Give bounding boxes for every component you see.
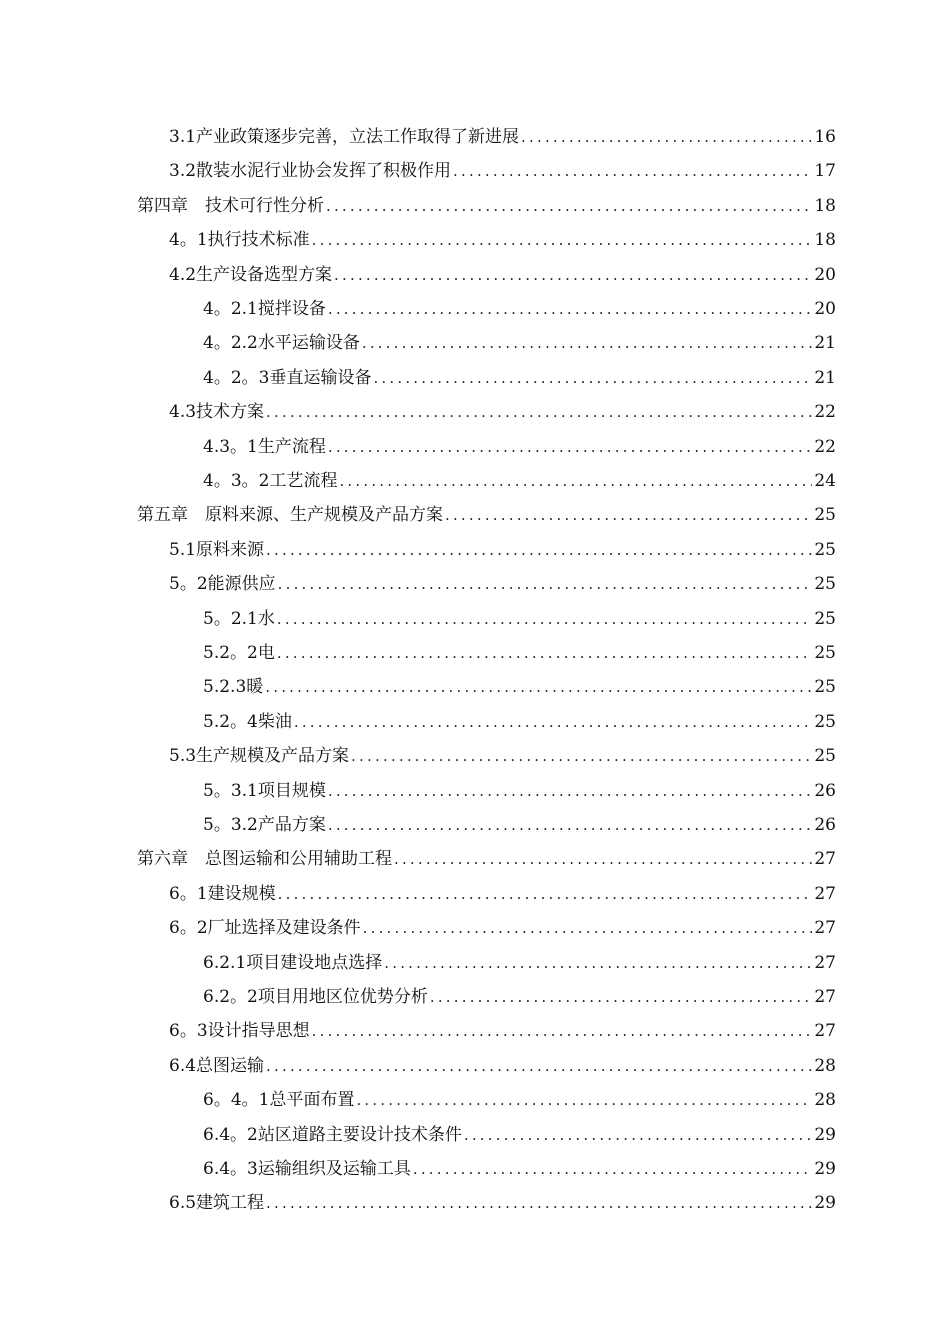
toc-entry-page-number: 28 [814, 1090, 836, 1111]
toc-entry-title: 6.4。3运输组织及运输工具 [203, 1159, 411, 1179]
toc-entry-page-number: 25 [814, 746, 836, 767]
toc-entry-page-number: 16 [814, 127, 836, 147]
toc-entry[interactable] [169, 1050, 836, 1082]
toc-dot-leader [453, 155, 812, 187]
toc-entry[interactable] [169, 534, 836, 566]
toc-entry-title: 5。2.1水 [203, 608, 275, 629]
toc-entry-title: 5.2。4柴油 [203, 711, 292, 732]
toc-dot-leader [328, 293, 812, 325]
toc-entry-page-number: 21 [814, 367, 836, 388]
toc-entry-title: 5.2。2电 [203, 643, 275, 663]
toc-dot-leader [328, 775, 812, 807]
toc-dot-leader [278, 568, 812, 600]
toc-entry[interactable] [203, 1119, 836, 1151]
toc-entry-page-number: 25 [814, 574, 836, 595]
toc-entry[interactable] [203, 465, 836, 497]
toc-entry-title: 第六章 总图运输和公用辅助工程 [137, 849, 392, 870]
toc-dot-leader [312, 224, 812, 256]
toc-entry-page-number: 29 [814, 1193, 836, 1214]
toc-entry-title: 6。1建设规模 [169, 883, 276, 904]
toc-entry-page-number: 27 [814, 918, 836, 939]
toc-dot-leader [277, 603, 812, 635]
toc-entry[interactable] [203, 947, 836, 979]
toc-entry-page-number: 25 [814, 677, 836, 698]
toc-entry-page-number: 25 [814, 643, 836, 663]
toc-entry-title: 第四章 技术可行性分析 [137, 195, 324, 216]
toc-entry-title: 6.4。2站区道路主要设计技术条件 [203, 1124, 462, 1145]
toc-entry-title: 5.2.3暖 [203, 677, 264, 698]
toc-dot-leader [266, 396, 812, 428]
toc-entry[interactable] [203, 362, 836, 394]
toc-dot-leader [356, 1084, 812, 1116]
toc-entry-title: 6.2.1项目建设地点选择 [203, 952, 383, 973]
toc-dot-leader [413, 1153, 812, 1185]
toc-entry[interactable] [203, 637, 836, 669]
toc-entry[interactable] [169, 396, 836, 428]
toc-entry-page-number: 25 [814, 505, 836, 526]
toc-entry-title: 3.1产业政策逐步完善，立法工作取得了新进展 [169, 127, 520, 147]
toc-dot-leader [328, 809, 812, 841]
toc-entry[interactable] [203, 775, 836, 807]
toc-entry-page-number: 27 [814, 952, 836, 973]
toc-entry-title: 6。2厂址选择及建设条件 [169, 918, 361, 939]
toc-entry-title: 6。3设计指导思想 [169, 1021, 310, 1042]
toc-dot-leader [363, 912, 812, 944]
toc-entry[interactable] [169, 1187, 836, 1219]
toc-entry-title: 4。2.2水平运输设备 [203, 333, 360, 354]
toc-dot-leader [266, 1050, 812, 1082]
toc-entry-title: 4。1执行技术标准 [169, 230, 310, 251]
toc-dot-leader [312, 1015, 812, 1047]
toc-dot-leader [384, 947, 812, 979]
toc-entry[interactable] [203, 1084, 836, 1116]
toc-entry[interactable] [169, 224, 836, 256]
toc-entry-page-number: 25 [814, 608, 836, 629]
toc-entry-page-number: 18 [814, 195, 836, 216]
toc-entry[interactable] [203, 327, 836, 359]
toc-entry-title: 5。3.2产品方案 [203, 815, 326, 835]
toc-dot-leader [373, 362, 812, 394]
toc-entry-page-number: 27 [814, 883, 836, 904]
toc-entry-page-number: 22 [814, 436, 836, 457]
toc-entry-page-number: 21 [814, 333, 836, 354]
toc-entry[interactable] [137, 190, 836, 222]
toc-entry[interactable] [137, 843, 836, 875]
toc-dot-leader [266, 1187, 812, 1219]
toc-entry[interactable] [169, 740, 836, 772]
toc-entry-page-number: 26 [814, 780, 836, 801]
toc-entry[interactable] [169, 121, 836, 153]
toc-entry[interactable] [203, 809, 836, 841]
toc-entry-title: 5。3.1项目规模 [203, 780, 326, 801]
toc-dot-leader [277, 637, 812, 669]
toc-entry-page-number: 25 [814, 711, 836, 732]
toc-entry-page-number: 29 [814, 1124, 836, 1145]
toc-entry-title: 5.1原料来源 [169, 539, 265, 560]
toc-dot-leader [362, 327, 812, 359]
toc-dot-leader [464, 1119, 812, 1151]
toc-entry[interactable] [203, 671, 836, 703]
toc-dot-leader [521, 121, 812, 153]
toc-entry-title: 5.3生产规模及产品方案 [169, 746, 350, 767]
toc-entry-title: 第五章 原料来源、生产规模及产品方案 [137, 505, 443, 526]
toc-entry[interactable] [203, 603, 836, 635]
toc-entry-title: 6.5建筑工程 [169, 1193, 265, 1214]
toc-entry-title: 4。2。3垂直运输设备 [203, 367, 372, 388]
toc-entry-page-number: 20 [814, 264, 836, 285]
toc-entry-title: 4.3技术方案 [169, 402, 265, 423]
toc-dot-leader [294, 706, 812, 738]
toc-dot-leader [339, 465, 812, 497]
toc-entry[interactable] [169, 568, 836, 600]
toc-entry[interactable] [169, 155, 836, 187]
toc-entry[interactable] [203, 1153, 836, 1185]
toc-dot-leader [351, 740, 812, 772]
toc-entry-title: 5。2能源供应 [169, 574, 276, 595]
toc-dot-leader [394, 843, 812, 875]
toc-entry-title: 6。4。1总平面布置 [203, 1090, 355, 1111]
toc-entry[interactable] [203, 293, 836, 325]
toc-entry-title: 3.2散装水泥行业协会发挥了积极作用 [169, 161, 452, 182]
toc-entry-page-number: 27 [814, 1021, 836, 1042]
toc-entry[interactable] [203, 706, 836, 738]
toc-dot-leader [334, 259, 812, 291]
toc-dot-leader [445, 499, 812, 531]
toc-entry-page-number: 28 [814, 1055, 836, 1076]
toc-entry-page-number: 25 [814, 539, 836, 560]
toc-entry-title: 4.3。1生产流程 [203, 436, 326, 457]
toc-dot-leader [266, 534, 812, 566]
toc-entry-title: 4。2.1搅拌设备 [203, 299, 326, 319]
toc-entry-title: 4。3。2工艺流程 [203, 471, 338, 491]
toc-entry-title: 6.2。2项目用地区位优势分析 [203, 987, 428, 1007]
toc-entry[interactable] [169, 878, 836, 910]
toc-entry[interactable] [137, 499, 836, 531]
toc-entry-page-number: 27 [814, 987, 836, 1007]
toc-entry-title: 4.2生产设备选型方案 [169, 264, 333, 285]
toc-entry[interactable] [203, 981, 836, 1013]
toc-entry-page-number: 29 [814, 1159, 836, 1179]
toc-entry-page-number: 18 [814, 230, 836, 251]
toc-entry[interactable] [169, 912, 836, 944]
toc-entry-title: 6.4总图运输 [169, 1055, 265, 1076]
toc-entry-page-number: 22 [814, 402, 836, 423]
toc-dot-leader [328, 431, 812, 463]
toc-entry-page-number: 27 [814, 849, 836, 870]
toc-dot-leader [278, 878, 812, 910]
toc-entry-page-number: 20 [814, 299, 836, 319]
toc-dot-leader [326, 190, 812, 222]
toc-entry-page-number: 24 [814, 471, 836, 491]
toc-entry-page-number: 17 [814, 161, 836, 182]
toc-entry[interactable] [169, 1015, 836, 1047]
toc-entry[interactable] [203, 431, 836, 463]
toc-dot-leader [265, 671, 812, 703]
toc-dot-leader [430, 981, 812, 1013]
toc-entry[interactable] [169, 259, 836, 291]
toc-entry-page-number: 26 [814, 815, 836, 835]
